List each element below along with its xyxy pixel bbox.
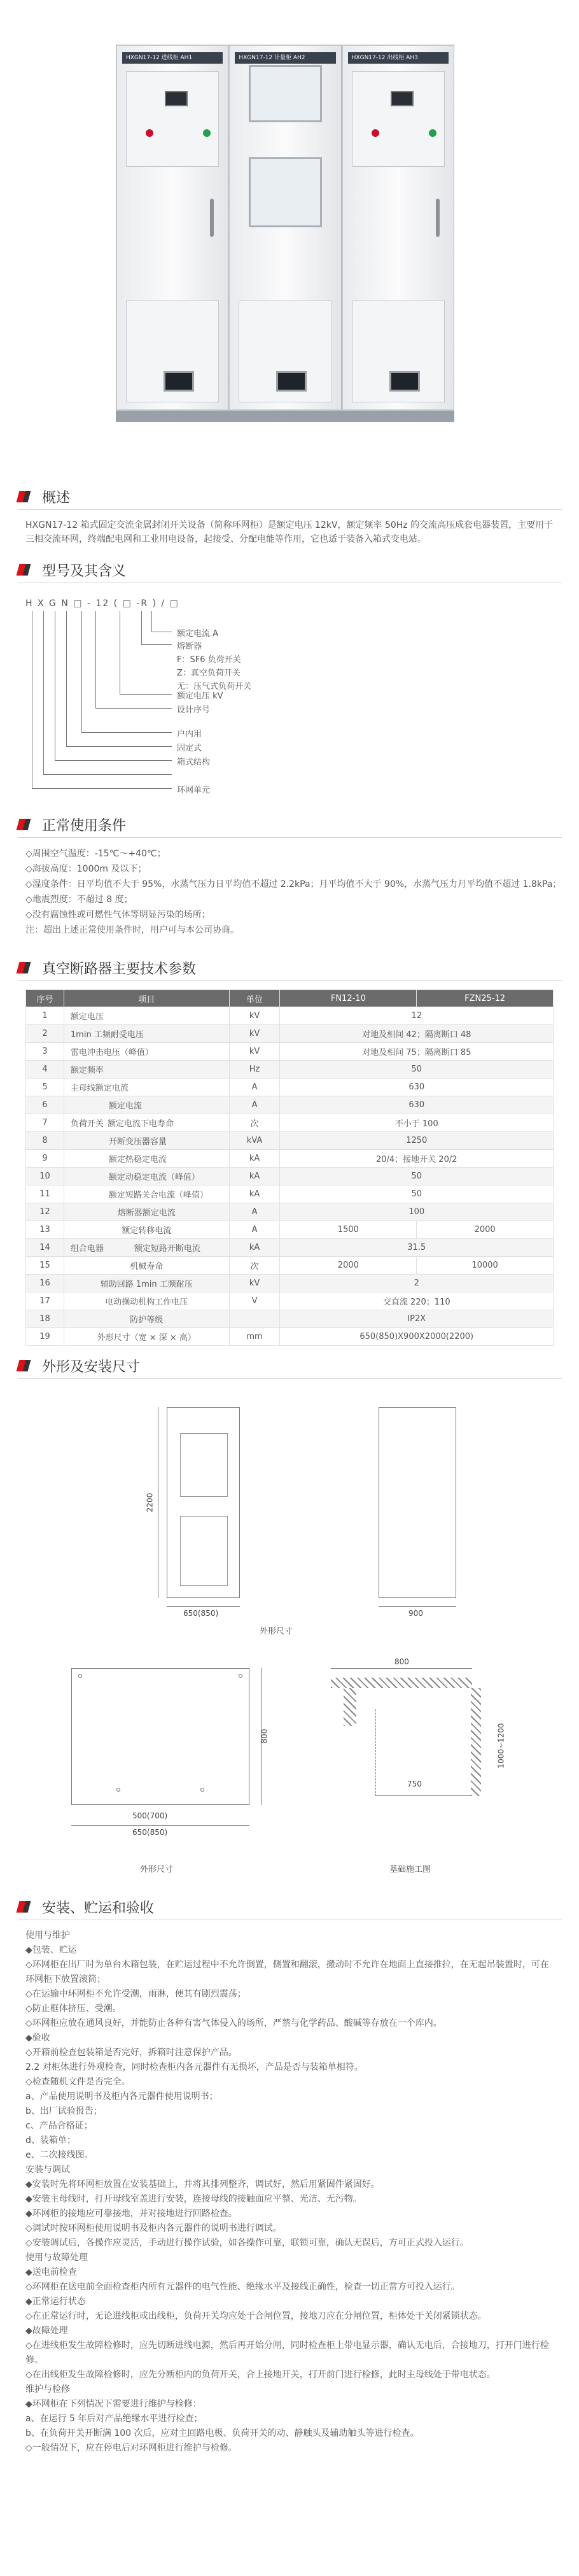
meter [391, 91, 414, 106]
cell: 不小于 100 [280, 1114, 554, 1132]
cell: 主母线额定电流 [64, 1079, 229, 1096]
cell: 雷电冲击电压（峰值） [64, 1043, 229, 1061]
paragraph: ◇开箱前检查包装箱是否完好，拆箱时注意保护产品。 [25, 2048, 237, 2058]
cell: kA [229, 1239, 280, 1257]
cell [229, 1310, 280, 1328]
list-item: ◇地震烈度：不超过 8 度； [25, 895, 133, 905]
section-title: 型号及其含义 [42, 563, 127, 579]
cell: 18 [26, 1310, 64, 1328]
paragraph: 维护与检修 [25, 2384, 70, 2395]
paragraph: 使用与维护 [25, 1930, 70, 1941]
model-label: 箱式结构 [177, 758, 211, 767]
col-header: FN12-10 [280, 990, 417, 1007]
cell: 13 [26, 1221, 64, 1239]
green-indicator [203, 129, 211, 137]
section-header [0, 1894, 579, 1920]
col-header: FZN25-12 [417, 990, 554, 1007]
cell: 7 [26, 1114, 64, 1132]
meter [165, 91, 188, 106]
cell: 额定短路开断电流 [134, 1244, 200, 1254]
cabinet-nameplate: HXGN17-12 进线柜 AH1 [122, 52, 223, 64]
paragraph: ◇防止框体挤压、受潮。 [25, 2004, 122, 2014]
table-row [26, 1061, 554, 1079]
cell: 12 [26, 1203, 64, 1221]
height-dim: 2200 [145, 1492, 155, 1513]
cell: 额定转移电流 [64, 1221, 229, 1239]
table-row [26, 1132, 554, 1150]
table-row [26, 1168, 554, 1185]
paragraph: b、出厂试验报告； [25, 2106, 102, 2116]
group-label: 组合电器 [70, 1244, 104, 1254]
paragraph: ◇环网柜在出厂时为单台木箱包装，在贮运过程中不允许倒置，侧置和翻滚，搬动时不允许在地面上直接推拉，在无起吊装置时，可在环网柜下放置滚筒； [25, 1960, 549, 1985]
red-indicator [146, 129, 153, 137]
list-item: ◇周围空气温度：-15℃～+40℃； [25, 849, 166, 859]
divider [18, 509, 562, 510]
table-row [26, 1239, 554, 1257]
cell: 2 [26, 1025, 64, 1043]
section-header [0, 484, 579, 509]
model-label: 设计序号 [177, 705, 211, 715]
red-indicator [372, 129, 379, 137]
paragraph: d、装箱单； [25, 2135, 76, 2146]
list-item: ◇湿度条件：日平均值不大于 95%，水蒸气压力日平均值不超过 2.2kPa；月平均值不大于 90%，水蒸气压力月平均值不超过 1.8kPa； [25, 879, 562, 889]
bolt-hole [78, 1674, 82, 1678]
product-photo [0, 0, 579, 465]
model-label: 固定式 [177, 744, 202, 753]
door-handle [436, 199, 440, 237]
table-row [26, 1007, 554, 1025]
section-header [0, 955, 579, 980]
conditions-section [0, 812, 579, 938]
cabinet-nameplate: HXGN17-12 出线柜 AH3 [348, 52, 449, 64]
table-row [26, 1150, 554, 1168]
upper-door-outline [180, 1433, 228, 1497]
cell: 16 [26, 1275, 64, 1292]
bracket-line [43, 611, 44, 774]
paragraph: ◇环网柜在送电前全面检查柜内所有元器件的电气性能、绝缘水平及接线正确性，检查一切正常方可投入运行。 [25, 2282, 460, 2292]
cell: A [229, 1221, 280, 1239]
bracket-line [81, 611, 82, 732]
installation-section [0, 1894, 579, 2576]
cell: kV [229, 1275, 280, 1292]
paragraph: ◇在进线柜发生故障检修时，应先切断进线电源，然后再开始分闸，同时检查柜上带电显示器，确认无电后，合接地刀，打开门进行检修。 [25, 2340, 549, 2365]
cell: 12 [280, 1007, 554, 1025]
paragraph: 安装与调试 [25, 2165, 70, 2175]
table-row [26, 1114, 554, 1132]
model-label: 无：压气式负荷开关 [177, 682, 252, 691]
paragraph: ◇在运输中环网柜不允许受潮，雨淋，便其有剧烈震荡； [25, 1989, 246, 1999]
section-title: 安装、贮运和验收 [42, 1900, 155, 1916]
section-header [0, 1353, 579, 1378]
cell: 2 [280, 1275, 554, 1292]
cell: kA [229, 1185, 280, 1203]
display-screen [389, 371, 420, 392]
cell: 额定电压 [64, 1007, 229, 1025]
paragraph: ◆环网柜的接地应可靠接地，并对接地进行回路检查。 [25, 2209, 237, 2219]
model-label: 额定电流 A [177, 629, 219, 639]
display-screen [164, 371, 194, 392]
cell: 3 [26, 1043, 64, 1061]
section-marker-icon [18, 488, 34, 505]
table-row [26, 1221, 554, 1239]
cell: 1250 [280, 1132, 554, 1150]
table-row [26, 1203, 554, 1221]
lower-door [239, 301, 331, 402]
paragraph: ◇环网柜应放在通风良好，并能防止各种有害气体侵入的场所，严禁与化学药品、酸碱等存放在一个库内。 [25, 2018, 442, 2028]
model-code: H X G N □ - 12 ( □ -R ) / □ [25, 598, 179, 609]
section-title: 真空断路器主要技术参数 [42, 961, 197, 977]
paragraph: ◆故障处理 [25, 2326, 68, 2336]
cell: 9 [26, 1150, 64, 1168]
model-label: F：SF6 负荷开关 [177, 655, 241, 665]
dim-line [331, 1668, 472, 1669]
cabinet-ah2 [228, 45, 341, 411]
cell: kA [229, 1150, 280, 1168]
bracket-line [66, 746, 172, 747]
bolt-hole [200, 1788, 204, 1792]
cell: 11 [26, 1185, 64, 1203]
cell: kV [229, 1007, 280, 1025]
cell: 50 [280, 1168, 554, 1185]
bracket-line [120, 694, 172, 695]
foundation-support [344, 1688, 356, 1726]
cell: V [229, 1292, 280, 1310]
cell: 额定频率 [64, 1061, 229, 1079]
lower-window [249, 157, 321, 227]
cell: 50 [280, 1185, 554, 1203]
paragraph: 2.2 对柜体进行外观检查，同时检查柜内各元器件有无损坏，产品是否与装箱单相符。 [25, 2062, 363, 2072]
drawing-caption: 外形尺寸 [260, 1627, 293, 1636]
model-label: 户内用 [177, 730, 202, 739]
bracket-line [66, 611, 67, 746]
foundation-height-dim: 1000~1200 [496, 1723, 506, 1769]
foundation-top-dim: 800 [394, 1657, 409, 1666]
section-marker-icon [18, 1899, 34, 1915]
cell: 2000 [280, 1257, 417, 1275]
plan-view-drawing [71, 1668, 249, 1805]
divider [18, 1378, 562, 1379]
plan-width-dim: 500(700) [132, 1811, 168, 1820]
model-label: 熔断器 [177, 642, 202, 651]
plan-outer-width-dim: 650(850) [132, 1828, 168, 1837]
cell: 17 [26, 1292, 64, 1310]
bracket-line [32, 788, 172, 789]
dim-line [167, 1606, 240, 1607]
paragraph: ◇安装调试后，各操作应灵活，手动进行操作试验，如各操作可靠，联锁可靠，确认无误后，方可正式投入运行。 [25, 2238, 469, 2248]
section-title: 正常使用条件 [42, 817, 127, 834]
cell: kA [229, 1168, 280, 1185]
cell: 2000 [417, 1221, 554, 1239]
cell: 对地及相间 42；隔离断口 48 [280, 1025, 554, 1043]
paragraph: 使用与故障处理 [25, 2253, 88, 2263]
drawing-caption: 基础施工图 [389, 1865, 431, 1874]
cell: Hz [229, 1061, 280, 1079]
cell: 熔断器额定电流 [64, 1203, 229, 1221]
bracket-line [141, 611, 142, 644]
cell: 1min 工频耐受电压 [64, 1025, 229, 1043]
front-elevation-drawing [167, 1407, 240, 1598]
foundation-wall [471, 1688, 481, 1796]
cell: 650(850)X900X2000(2200) [280, 1328, 554, 1346]
cell: A [229, 1096, 280, 1114]
divider [18, 837, 562, 838]
foundation-side-dim: 750 [407, 1780, 422, 1788]
cell: A [229, 1079, 280, 1096]
paragraph: ◇一般情况下，应在停电后对环网柜进行维护与检修。 [25, 2443, 237, 2453]
upper-door [126, 71, 219, 167]
cell: kVA [229, 1132, 280, 1150]
table-row [26, 1025, 554, 1043]
table-row [26, 1275, 554, 1292]
paragraph: ◆验收 [25, 2033, 50, 2043]
cell: 50 [280, 1061, 554, 1079]
display-screen [276, 371, 307, 392]
cell: kV [229, 1025, 280, 1043]
cell: 机械寿命 [64, 1257, 229, 1275]
cell: 额定电流 [64, 1096, 229, 1114]
drawing-caption: 外形尺寸 [140, 1865, 174, 1874]
cell: 次 [229, 1114, 280, 1132]
model-label: 环网单元 [177, 786, 211, 795]
cabinet-ah1 [116, 45, 228, 411]
bracket-line [95, 611, 96, 708]
bracket-line [141, 644, 172, 645]
cell: 额定短路关合电流（峰值） [64, 1185, 229, 1203]
section-marker-icon [18, 562, 34, 578]
section-marker-icon [18, 1357, 34, 1374]
cell: 防护等级 [64, 1310, 229, 1328]
divider [18, 980, 562, 981]
section-title: 概述 [42, 490, 71, 506]
cell: 1500 [280, 1221, 417, 1239]
green-indicator [429, 129, 436, 137]
foundation-channel [331, 1678, 472, 1688]
paragraph: e、二次接线图。 [25, 2150, 94, 2160]
cell: 5 [26, 1079, 64, 1096]
paragraph: ◆包装、贮运 [25, 1945, 77, 1955]
section-marker-icon [18, 816, 34, 833]
cable-trench [375, 1709, 471, 1796]
bracket-line [81, 732, 172, 733]
col-header: 单位 [229, 990, 280, 1007]
bolt-hole [239, 1674, 242, 1678]
section-header [0, 812, 579, 837]
list-item: 注：超出上述正常使用条件时，用户可与本公司协商。 [25, 925, 239, 935]
bracket-line [43, 774, 172, 775]
width-dim: 650(850) [183, 1609, 219, 1618]
cabinet-base [116, 411, 454, 422]
cell: 辅助回路 1min 工频耐压 [64, 1275, 229, 1292]
paragraph: ◆正常运行状态 [25, 2296, 86, 2307]
table-header-row [26, 990, 554, 1007]
section-title: 外形及安装尺寸 [42, 1359, 141, 1375]
cell: 19 [26, 1328, 64, 1346]
cell: 31.5 [280, 1239, 554, 1257]
cabinet-nameplate: HXGN17-12 计量柜 AH2 [235, 52, 335, 64]
paragraph: ◇在出线柜发生故障检修时，应先分断柜内的负荷开关，合上接地开关，打开前门进行检修，此时主母线处于带电状态。 [25, 2370, 496, 2380]
cell: 开断变压器容量 [64, 1132, 229, 1150]
cell: 630 [280, 1096, 554, 1114]
cell: 20/4；接地开关 20/2 [280, 1150, 554, 1168]
lower-door [352, 301, 445, 402]
group-label: 负荷开关 [70, 1119, 104, 1129]
spec-table [25, 989, 554, 1346]
cell: 交直流 220；110 [280, 1292, 554, 1310]
cell: 1 [26, 1007, 64, 1025]
cell: 对地及相间 75；隔离断口 85 [280, 1043, 554, 1061]
door-handle [210, 199, 214, 237]
section-header [0, 557, 579, 583]
overview-section [0, 484, 579, 546]
cell: 次 [229, 1257, 280, 1275]
cell: 外形尺寸（宽 × 深 × 高） [64, 1328, 229, 1346]
paragraph: ◇调试时按环网柜使用说明书及柜内各元器件的说明书进行调试。 [25, 2223, 282, 2233]
section-marker-icon [18, 959, 34, 976]
col-header: 序号 [26, 990, 64, 1007]
conditions-list [0, 846, 579, 938]
paragraph: ◇检查随机文件是否完全。 [25, 2077, 130, 2087]
table-row [26, 1185, 554, 1203]
model-label: 额定电压 kV [177, 691, 223, 701]
cell: A [229, 1203, 280, 1221]
bracket-line [151, 611, 152, 632]
switchgear-cabinets [116, 45, 454, 411]
cell: 14 [26, 1239, 64, 1257]
list-item: ◇海拔高度：1000m 及以下； [25, 864, 147, 874]
table-row [26, 1292, 554, 1310]
installation-text [0, 1928, 579, 2456]
depth-dim: 900 [408, 1609, 423, 1618]
dim-line [71, 1825, 249, 1826]
cabinet-ah3 [342, 45, 454, 411]
specs-section [0, 955, 579, 1346]
table-row [26, 1328, 554, 1346]
cell: kV [229, 1043, 280, 1061]
cell: 15 [26, 1257, 64, 1275]
cell: 10 [26, 1168, 64, 1185]
bolt-hole [116, 1788, 120, 1792]
cell: 额定动稳定电流（峰值） [64, 1168, 229, 1185]
table-row [26, 1310, 554, 1328]
paragraph: ◆安装主母线时，打开母线室盖进行安装，连接母线的接触面应平整、光洁、无污物。 [25, 2194, 362, 2204]
cell: 电动操动机构工作电压 [64, 1292, 229, 1310]
cell: IP2X [280, 1310, 554, 1328]
paragraph: ◇在正常运行时，无论进线柜或出线柜，负荷开关均应处于合闸位置，接地刀应在分闸位置，柜体处于关闭紧锁状态。 [25, 2311, 487, 2321]
cell: 10000 [417, 1257, 554, 1275]
overview-text: HXGN17-12 箱式固定交流金属封闭开关设备（简称环网柜）是额定电压 12kV，额定频率 50Hz 的交流高压成套电器装置，主要用于三相交流环网，终端配电网和工业用电设备，起接受、分配电能等作用，它也适于装备入箱式变电站。 [25, 520, 554, 544]
paragraph: c、产品合格证； [25, 2121, 93, 2131]
drawings-section [0, 1353, 579, 1878]
bracket-line [95, 708, 172, 709]
paragraph: a、产品使用说明书及柜内各元器件使用说明书； [25, 2091, 218, 2102]
cell: 6 [26, 1096, 64, 1114]
lower-door-outline [180, 1516, 228, 1586]
table-row [26, 1043, 554, 1061]
side-elevation-drawing [379, 1407, 456, 1598]
upper-door [352, 71, 445, 167]
cell: mm [229, 1328, 280, 1346]
model-label: Z：真空负荷开关 [177, 669, 241, 678]
cell: 8 [26, 1132, 64, 1150]
paragraph: ◆安装时先将环网柜放置在安装基础上，并将其排列整齐，调试好，然后用紧固件紧固好。 [25, 2179, 380, 2190]
cell: 额定热稳定电流 [64, 1150, 229, 1168]
table-row [26, 1079, 554, 1096]
dim-line [379, 1606, 456, 1607]
paragraph: b、在负荷开关开断满 100 次后，应对主回路电极、负荷开关的动、静触头及辅助触头等进行检查。 [25, 2428, 419, 2438]
lower-door [126, 301, 219, 402]
table-row [26, 1257, 554, 1275]
bracket-line [55, 760, 172, 761]
paragraph: ◆送电前检查 [25, 2267, 77, 2277]
paragraph: ◆环网柜在下列情况下需要进行维护与检修： [25, 2399, 202, 2409]
cell: 4 [26, 1061, 64, 1079]
cell: 100 [280, 1203, 554, 1221]
table-row [26, 1096, 554, 1114]
upper-window [249, 65, 321, 122]
cell: 630 [280, 1079, 554, 1096]
paragraph: a、在运行 5 年后对产品绝缘水平进行检查； [25, 2414, 203, 2424]
model-section [0, 557, 579, 799]
list-item: ◇没有腐蚀性或可燃性气体等明显污染的场所； [25, 910, 211, 920]
col-header: 项目 [64, 990, 229, 1007]
plan-depth-dim: 800 [260, 1729, 269, 1744]
cell: 额定电流下电寿命 [107, 1119, 174, 1129]
